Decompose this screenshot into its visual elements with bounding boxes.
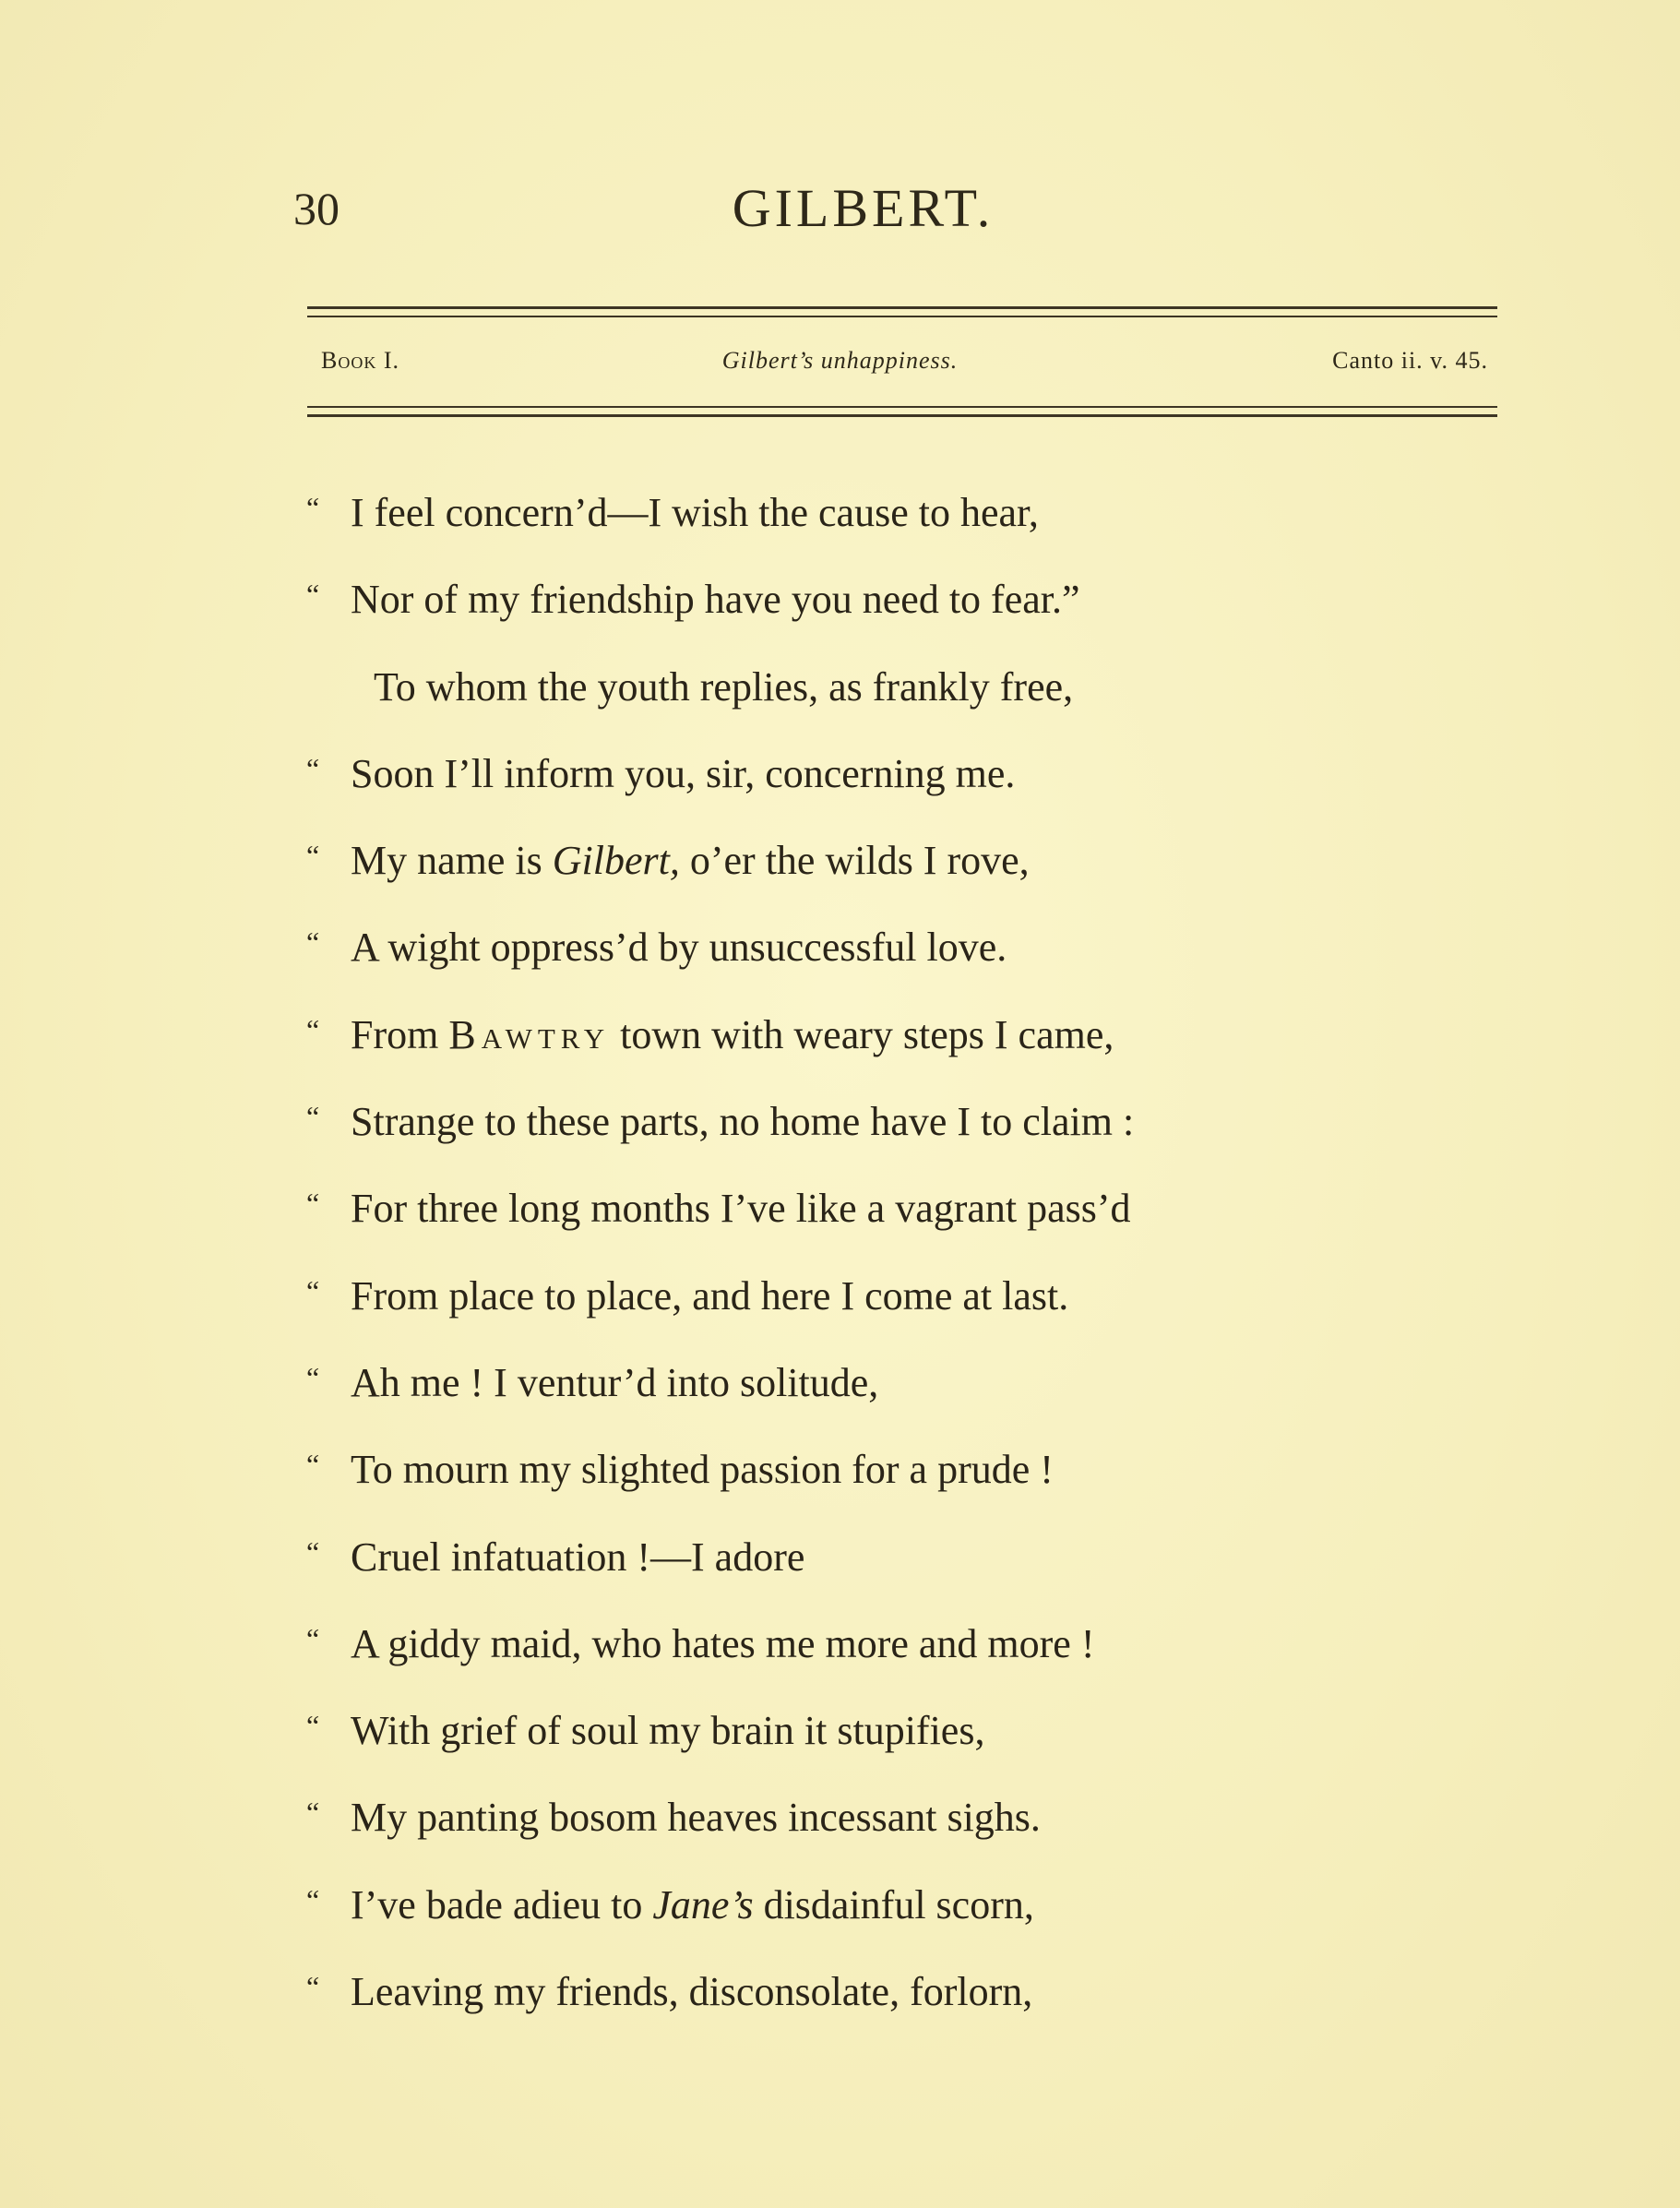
opening-quote: “ [306,1012,320,1046]
italic-name: Gilbert, [552,838,680,884]
verse-fragment: A giddy maid, who hates me more and more ! [351,1620,1095,1666]
verse-fragment: A wight oppress’d by unsuccessful love. [351,925,1007,971]
verse-text [351,1435,1054,1505]
verse-text [351,1609,1094,1679]
verse-text [351,1261,1068,1331]
header-rule-bottom-2 [307,414,1497,417]
opening-quote: “ [306,1187,320,1221]
verse-line [0,1435,1680,1522]
verse-line [0,1609,1680,1696]
verse-text [374,652,1073,722]
header-rule-top-2 [307,316,1497,317]
verse-line [0,1261,1680,1348]
verse-fragment: I feel concern’d—I wish the cause to hear, [351,490,1039,535]
opening-quote: “ [306,1621,320,1655]
opening-quote: “ [306,1970,320,2004]
verse-fragment: I’ve bade adieu to [351,1881,653,1928]
verse-text [351,1000,1114,1070]
opening-quote: “ [306,1709,320,1743]
opening-quote: “ [306,1100,320,1134]
place-name: Bawtry [448,1011,611,1057]
verse-fragment: Cruel infatuation !—I adore [351,1534,805,1580]
verse-fragment: With grief of soul my brain it stupifies, [351,1708,985,1754]
verse-line [0,1696,1680,1783]
italic-name: Jane’s [652,1881,754,1928]
verse-fragment: For three long months I’ve like a vagrant pass’d [351,1186,1131,1232]
verse-fragment: To whom the youth replies, as frankly free, [374,663,1074,710]
verse-text [351,1783,1041,1853]
opening-quote: “ [306,1448,320,1482]
opening-quote: “ [306,839,320,873]
opening-quote: “ [306,1534,320,1569]
header-rule-bottom-1 [307,406,1497,408]
verse-fragment: Strange to these parts, no home have I to claim : [351,1099,1135,1145]
verse-fragment: Leaving my friends, disconsolate, forlorn, [351,1969,1033,2015]
verse-fragment: Soon I’ll inform you, sir, concerning me. [351,750,1016,796]
verse-line [0,913,1680,999]
verse-line [0,1174,1680,1260]
running-title: GILBERT. [732,178,995,238]
verse-block [0,478,1680,2044]
verse-fragment: From [351,1011,449,1057]
verse-fragment: To mourn my slighted passion for a prude ! [351,1447,1054,1493]
page-number: 30 [293,183,340,234]
verse-line [0,652,1680,739]
verse-text [351,478,1039,548]
verse-line [0,1348,1680,1435]
verse-text [351,1348,878,1418]
verse-fragment: Nor of my friendship have you need to fear.” [351,577,1080,623]
verse-text [351,1087,1134,1157]
verse-fragment: From place to place, and here I come at last. [351,1272,1069,1319]
verse-line [0,1870,1680,1957]
verse-text [351,1870,1034,1940]
opening-quote: “ [306,1796,320,1830]
verse-fragment: disdainful scorn, [753,1881,1034,1928]
verse-text [351,739,1015,809]
verse-line [0,1522,1680,1609]
opening-quote: “ [306,1882,320,1916]
verse-fragment: My name is [351,838,553,884]
verse-text [351,1174,1131,1244]
opening-quote: “ [306,491,320,524]
verse-line [0,1783,1680,1869]
opening-quote: “ [306,1360,320,1394]
header-rule-top-1 [307,306,1497,309]
verse-line [0,1957,1680,2044]
verse-fragment: o’er the wilds I rove, [679,838,1030,884]
verse-line [0,565,1680,651]
header-subject: Gilbert’s unhappiness. [721,347,959,374]
verse-fragment: town with weary steps I came, [610,1011,1114,1057]
opening-quote: “ [306,1273,320,1307]
verse-text [351,913,1007,983]
verse-text [351,1957,1032,2027]
opening-quote: “ [306,751,320,785]
header-book: Book I. [321,347,399,374]
opening-quote: “ [306,578,320,612]
verse-text [351,1522,804,1593]
verse-line [0,478,1680,565]
verse-text [351,1696,984,1766]
verse-line [0,1087,1680,1174]
verse-text [351,565,1080,635]
verse-line [0,739,1680,826]
verse-text [351,826,1030,896]
header-canto: Canto ii. v. 45. [1332,347,1488,374]
verse-line [0,1000,1680,1087]
verse-fragment: My panting bosom heaves incessant sighs. [351,1795,1041,1841]
verse-fragment: Ah me ! I ventur’d into solitude, [351,1359,879,1405]
verse-line [0,826,1680,913]
opening-quote: “ [306,925,320,960]
